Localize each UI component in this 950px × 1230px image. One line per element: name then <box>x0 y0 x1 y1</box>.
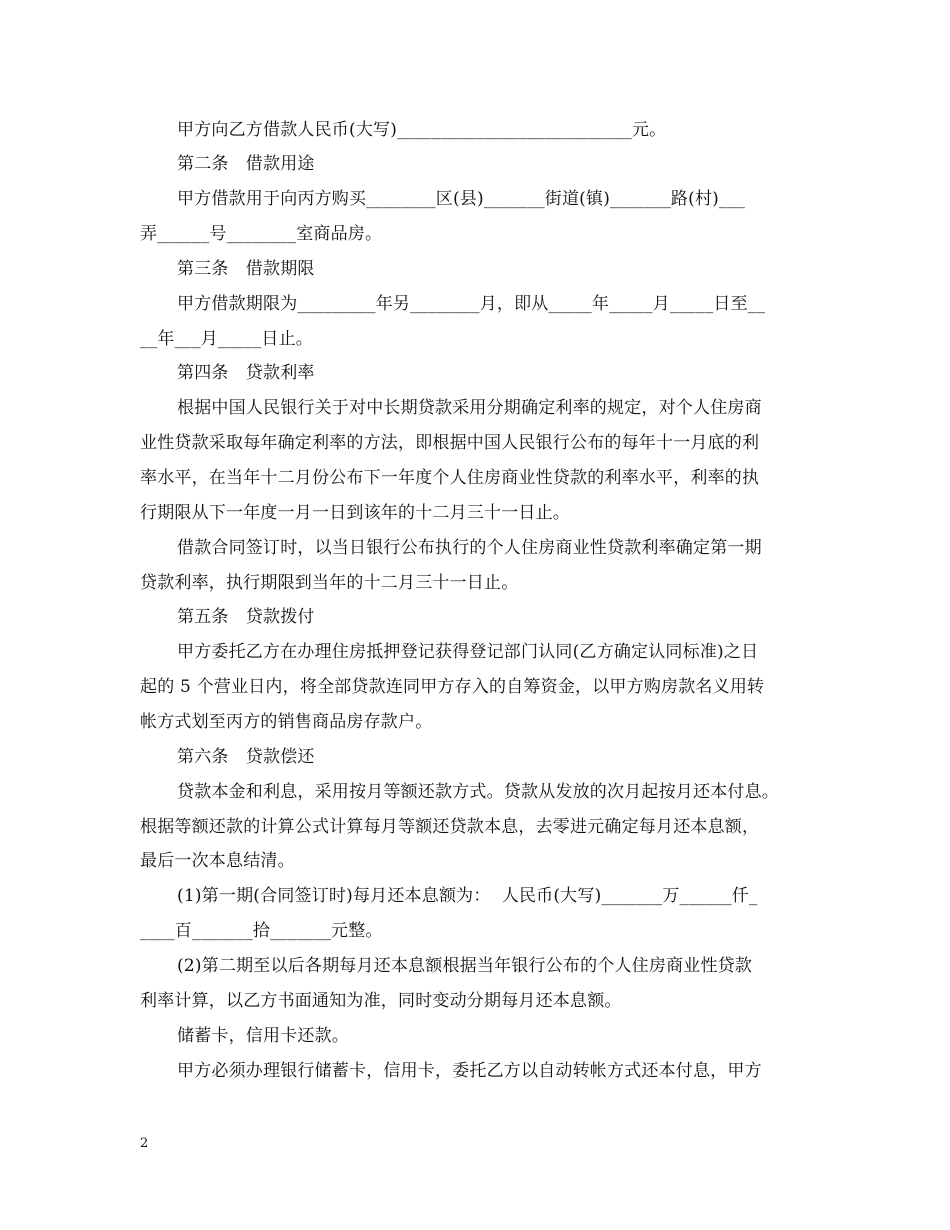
page-number: 2 <box>140 1136 149 1151</box>
paragraph-line: 起的 5 个营业日内，将全部贷款连同甲方存入的自筹资金，以甲方购房款名义用转 <box>140 677 765 697</box>
paragraph-line: 甲方借款期限为_________年另________月，即从_____年_____月_____日至__ <box>177 294 766 314</box>
section-heading-repayment: 第六条 贷款偿还 <box>177 747 315 767</box>
paragraph-line: __年___月_____日止。 <box>140 329 313 349</box>
paragraph-line: 帐方式划至丙方的销售商品房存款户。 <box>140 712 433 732</box>
paragraph-line: 贷款利率，执行期限到当年的十二月三十一日止。 <box>140 573 519 593</box>
paragraph-line: (2)第二期至以后各期每月还本息额根据当年银行公布的个人住房商业性贷款 <box>177 956 753 976</box>
paragraph-line: 行期限从下一年度一月一日到该年的十二月三十一日止。 <box>140 503 570 523</box>
paragraph-line: 业性贷款采取每年确定利率的方法，即根据中国人民银行公布的每年十一月底的利 <box>140 433 760 453</box>
paragraph-line: ____百_______拾_______元整。 <box>140 921 383 941</box>
paragraph-line: 借款合同签订时，以当日银行公布执行的个人住房商业性贷款利率确定第一期 <box>177 538 762 558</box>
paragraph-line: 弄______号________室商品房。 <box>140 224 383 244</box>
paragraph-line: 甲方委托乙方在办理住房抵押登记获得登记部门认同(乙方确定认同标准)之日 <box>177 642 759 662</box>
paragraph-line: 甲方借款用于向丙方购买________区(县)_______街道(镇)_______路(村)___ <box>177 189 746 209</box>
paragraph-line: 甲方必须办理银行储蓄卡，信用卡，委托乙方以自动转帐方式还本付息，甲方 <box>177 1061 762 1081</box>
paragraph-line: 贷款本金和利息，采用按月等额还款方式。贷款从发放的次月起按月还本付息。 <box>177 782 779 802</box>
paragraph-line: 率水平，在当年十二月份公布下一年度个人住房商业性贷款的利率水平，利率的执 <box>140 468 760 488</box>
paragraph-line: 最后一次本息结清。 <box>140 851 295 871</box>
section-heading-disbursement: 第五条 贷款拨付 <box>177 607 315 627</box>
paragraph-line: 根据中国人民银行关于对中长期贷款采用分期确定利率的规定，对个人住房商 <box>177 398 762 418</box>
section-heading-purpose: 第二条 借款用途 <box>177 154 315 174</box>
section-heading-interest-rate: 第四条 贷款利率 <box>177 363 315 383</box>
paragraph-line: 甲方向乙方借款人民币(大写)___________________________元。 <box>177 120 667 140</box>
paragraph-line: 储蓄卡，信用卡还款。 <box>177 1026 349 1046</box>
paragraph-line: (1)第一期(合同签订时)每月还本息额为： 人民币(大写)_______万______仟_ <box>177 886 758 906</box>
paragraph-line: 根据等额还款的计算公式计算每月等额还贷款本息，去零进元确定每月还本息额， <box>140 817 760 837</box>
paragraph-line: 利率计算，以乙方书面通知为准，同时变动分期每月还本息额。 <box>140 991 622 1011</box>
section-heading-term: 第三条 借款期限 <box>177 259 315 279</box>
